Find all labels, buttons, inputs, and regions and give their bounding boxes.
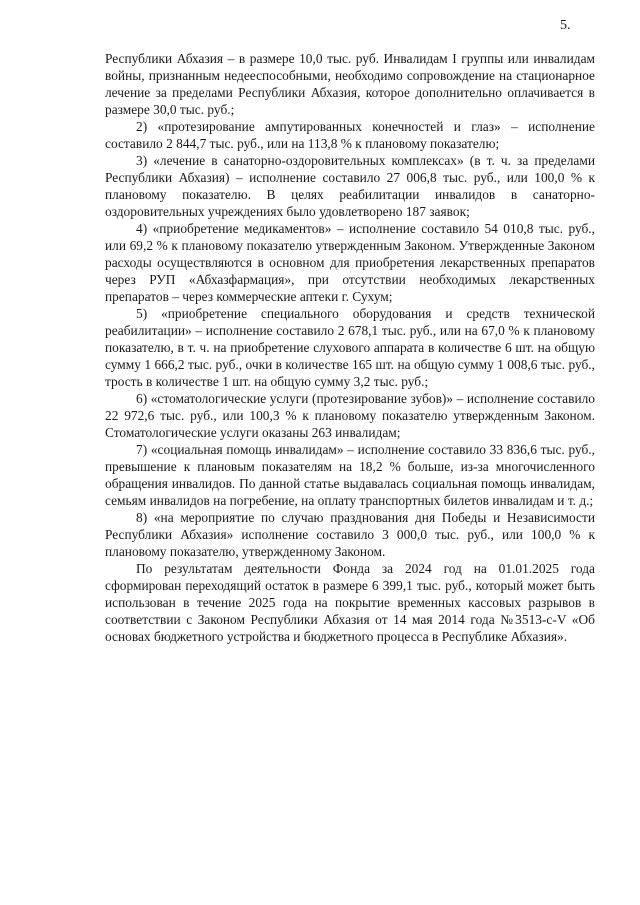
paragraph-item-2: 2) «протезирование ампутированных конечностей и глаз» – исполнение составило 2 844,7 тыс. руб., или на 113,8 % к плановому показателю; <box>105 119 595 151</box>
paragraph-summary: По результатам деятельности Фонда за 2024 год на 01.01.2025 года сформирован переходящий остаток в размере 6 399,1 тыс. руб., который может быть использован в течение 2025 года на покрытие временных кассовых разрывов в соответствии с Законом Республики Абхазия от 14 мая 2014 года №3513-с-V «Об основах бюджетного устройства и бюджетного процесса в Республике Абхазия». <box>105 561 595 644</box>
paragraph-item-4: 4) «приобретение медикаментов» – исполнение составило 54 010,8 тыс. руб., или 69,2 % к плановому показателю утвержденным Законом. Утвержденные Законом расходы осуществляются в основном для приобретения лекарственных препаратов через РУП «Абхазфармация», при отсутствии необходимых лекарственных препаратов – через коммерческие аптеки г. Сухум; <box>105 221 595 304</box>
paragraph-item-5: 5) «приобретение специального оборудования и средств технической реабилитации» – исполнение составило 2 678,1 тыс. руб., или на 67,0 % к плановому показателю, в т. ч. на приобретение слухового аппарата в количестве 6 шт. на общую сумму 1 666,2 тыс. руб., очки в количестве 165 шт. на общую сумму 1 008,6 тыс. руб., трость в количестве 1 шт. на общую сумму 3,2 тыс. руб.; <box>105 306 595 389</box>
paragraph-continuation: Республики Абхазия – в размере 10,0 тыс. руб. Инвалидам I группы или инвалидам войны, признанным недееспособными, необходимо сопровождение на стационарное лечение за пределами Республики Абхазия, которое дополнительно оплачивается в размере 30,0 тыс. руб.; <box>105 51 595 117</box>
paragraph-item-7: 7) «социальная помощь инвалидам» – исполнение составило 33 836,6 тыс. руб., превышение к плановым показателям на 18,2 % больше, из-за многочисленного обращения инвалидов. По данной статье выдавалась социальная помощь инвалидам, семьям инвалидов на погребение, на оплату транспортных билетов инвалидам и т. д.; <box>105 442 595 508</box>
page-number: 5. <box>560 18 571 33</box>
document-body <box>105 50 595 645</box>
paragraph-item-6: 6) «стоматологические услуги (протезирование зубов)» – исполнение составило 22 972,6 тыс. руб., или 100,3 % к плановому показателю утвержденным Законом. Стоматологические услуги оказаны 263 инвалидам; <box>105 391 595 440</box>
paragraph-item-3: 3) «лечение в санаторно-оздоровительных комплексах» (в т. ч. за пределами Республики Абхазия) – исполнение составило 27 006,8 тыс. руб., или 100,0 % к плановому показателю. В целях реабилитации инвалидов в санаторно-оздоровительных учреждениях было удовлетворено 187 заявок; <box>105 153 595 219</box>
paragraph-item-8: 8) «на мероприятие по случаю празднования дня Победы и Независимости Республики Абхазия» исполнение составило 3 000,0 тыс. руб., или 100,0 % к плановому показателю, утвержденному Законом. <box>105 510 595 559</box>
